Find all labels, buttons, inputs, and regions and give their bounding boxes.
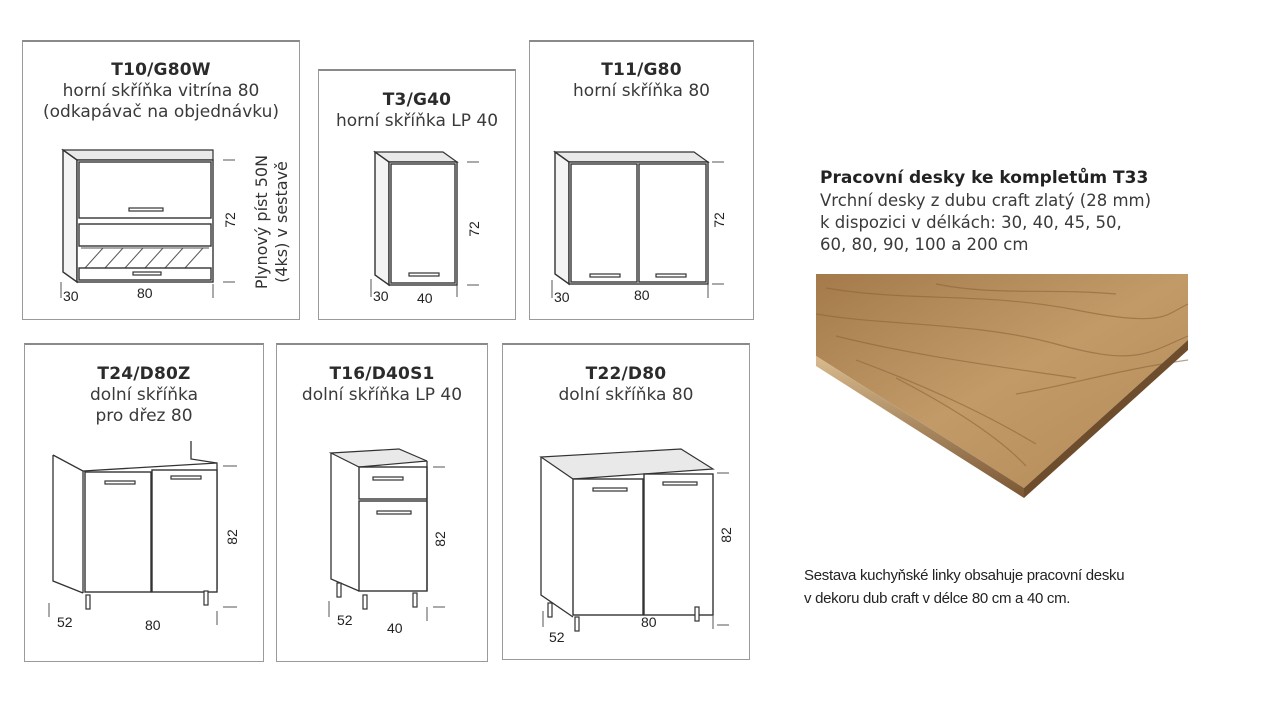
cabinet-code: T24/D80Z [97, 364, 191, 384]
worktop-title: Pracovní desky ke kompletům T33 [820, 168, 1149, 188]
gas-piston-note-line-1: Plynový píst 50N [252, 154, 271, 290]
dim-height: 72 [222, 212, 238, 228]
cabinet-code: T3/G40 [382, 90, 452, 110]
worktop-line-2: k dispozici v délkách: 30, 40, 45, 50, [820, 213, 1122, 232]
cabinet-drawing-t3 [319, 71, 517, 322]
dim-width: 80 [137, 285, 153, 301]
cabinet-code: T11/G80 [601, 60, 682, 80]
gas-piston-note [252, 142, 292, 302]
dim-width: 40 [417, 290, 433, 306]
cabinet-card-t3-g40 [318, 69, 516, 320]
cabinet-desc-line-1: horní skříňka vitrína 80 [62, 81, 260, 101]
dim-height: 82 [718, 527, 734, 543]
worktop-image [816, 274, 1190, 500]
cabinet-code: T10/G80W [111, 60, 211, 80]
cabinet-code: T22/D80 [585, 364, 667, 384]
dim-width: 80 [641, 614, 657, 630]
cabinet-drawing-t11 [530, 42, 755, 322]
set-footnote [804, 564, 1204, 610]
cabinet-drawing-t24 [25, 345, 265, 664]
cabinet-card-t16-d40s1 [276, 343, 488, 662]
dim-height: 82 [224, 529, 240, 545]
dim-depth: 30 [373, 288, 389, 304]
cabinet-desc-line-2: pro dřez 80 [95, 406, 193, 426]
worktop-description [820, 190, 1220, 256]
dim-width: 40 [387, 620, 403, 636]
cabinet-desc-line-1: dolní skříňka LP 40 [301, 385, 463, 405]
cabinet-code: T16/D40S1 [329, 364, 435, 384]
cabinet-desc-line-2: (odkapávač na objednávku) [43, 102, 279, 122]
dim-depth: 30 [554, 289, 570, 305]
gas-piston-note-line-2: (4ks) v sestavě [272, 161, 291, 283]
worktop-line-3: 60, 80, 90, 100 a 200 cm [820, 235, 1029, 254]
dim-height: 72 [466, 221, 482, 237]
dim-depth: 30 [63, 288, 79, 304]
dim-width: 80 [634, 287, 650, 303]
footnote-line-2: v dekoru dub craft v délce 80 cm a 40 cm. [804, 590, 1071, 607]
dim-width: 80 [145, 617, 161, 633]
cabinet-desc-line-1: horní skříňka 80 [573, 81, 710, 101]
cabinet-card-t22-d80 [502, 343, 750, 660]
cabinet-card-t24-d80z [24, 343, 264, 662]
cabinet-card-t11-g80 [529, 40, 754, 320]
dim-height: 82 [432, 531, 448, 547]
dim-depth: 52 [57, 614, 73, 630]
dim-depth: 52 [337, 612, 353, 628]
dim-depth: 52 [549, 629, 565, 645]
cabinet-desc-line-1: horní skříňka LP 40 [335, 111, 499, 131]
cabinet-drawing-t22 [503, 345, 751, 662]
cabinet-desc-line-1: dolní skříňka [90, 385, 198, 405]
cabinet-drawing-t16 [277, 345, 489, 664]
footnote-line-1: Sestava kuchyňské linky obsahuje pracovní desku [804, 567, 1125, 584]
cabinet-desc-line-1: dolní skříňka 80 [558, 385, 694, 405]
worktop-line-1: Vrchní desky z dubu craft zlatý (28 mm) [820, 191, 1152, 210]
dim-height: 72 [711, 212, 727, 228]
